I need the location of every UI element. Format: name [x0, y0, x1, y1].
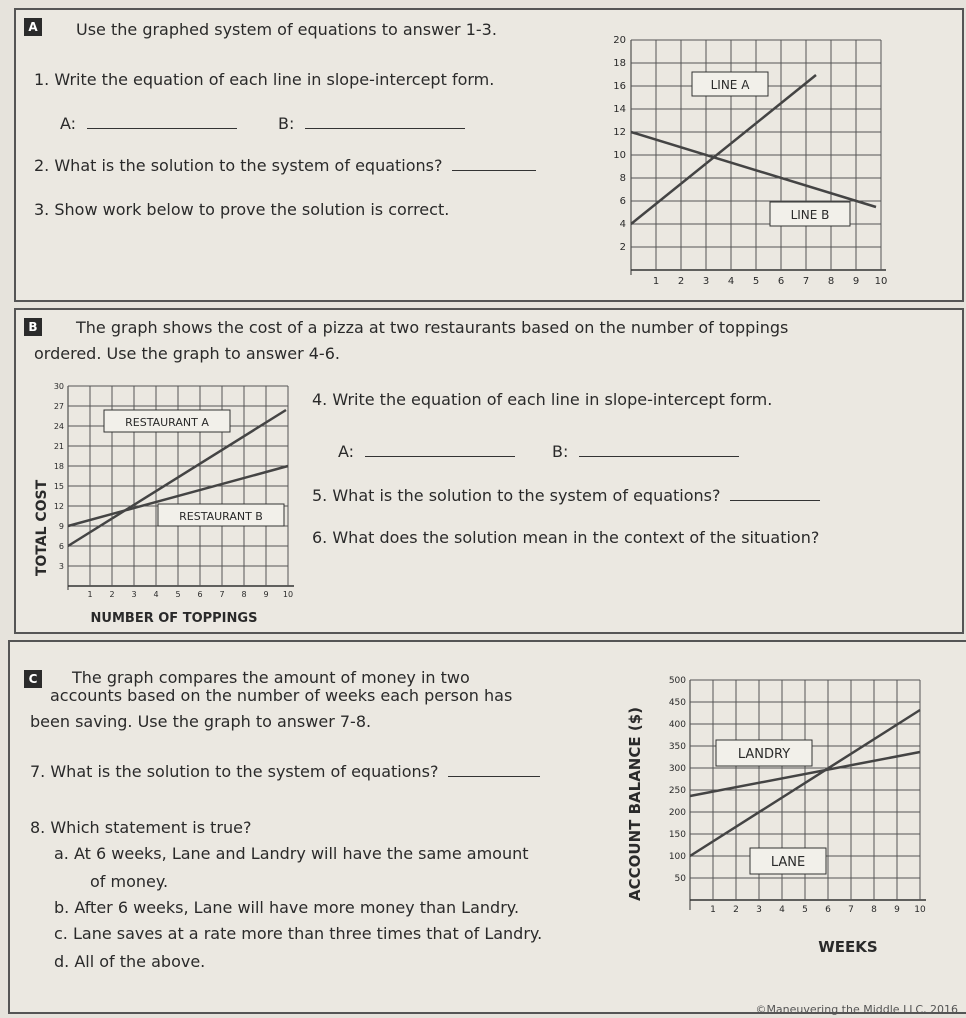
graph-c-x-label: WEEKS — [818, 938, 878, 956]
graph-b-restaurant-a-label: RESTAURANT A — [125, 416, 209, 429]
section-c-instructions-line1: The graph compares the amount of money in two — [72, 668, 470, 687]
graph-b-restaurant-b-label: RESTAURANT B — [179, 510, 263, 523]
question-5-text: 5. What is the solution to the system of equations? — [312, 486, 721, 505]
section-b-instructions-line2: ordered. Use the graph to answer 4-6. — [34, 344, 340, 363]
section-a-badge: A — [24, 18, 42, 36]
graph-a-y-tick: 14 — [613, 104, 626, 115]
graph-c-x-tick: 5 — [802, 905, 808, 915]
q1-b-label-text: B: — [278, 114, 295, 133]
graph-c-x-tick: 2 — [733, 905, 739, 915]
graph-c-x-tick: 1 — [710, 905, 716, 915]
question-6: 6. What does the solution mean in the context of the situation? — [312, 528, 820, 547]
graph-b-x-tick: 8 — [241, 590, 247, 599]
graph-a-x-tick: 10 — [874, 276, 888, 287]
graph-c-x-tick: 9 — [894, 905, 900, 915]
section-b — [14, 308, 964, 634]
graph-b-x-tick: 3 — [131, 590, 137, 599]
graph-c-x-tick: 8 — [871, 905, 877, 915]
graph-c-x-tick: 6 — [825, 905, 831, 915]
graph-a-x-tick: 9 — [852, 276, 860, 287]
graph-c — [620, 666, 940, 986]
graph-b — [24, 376, 314, 630]
q4-b-label — [552, 442, 739, 461]
graph-c-y-tick: 100 — [668, 852, 686, 862]
question-2 — [34, 156, 536, 175]
graph-b-y-tick: 27 — [53, 402, 64, 411]
graph-c-landry-label: LANDRY — [737, 747, 791, 762]
q1-a-label-text: A: — [60, 114, 77, 133]
section-b-badge: B — [24, 318, 42, 336]
question-7 — [30, 762, 540, 781]
q8-option-a-line1[interactable]: a. At 6 weeks, Lane and Landry will have the same amount — [54, 844, 529, 863]
graph-b-y-tick: 30 — [53, 382, 64, 391]
graph-c-y-tick: 350 — [668, 742, 686, 752]
section-c-badge: C — [24, 670, 42, 688]
graph-b-x-label: NUMBER OF TOPPINGS — [90, 611, 258, 626]
section-c-instructions-line3: been saving. Use the graph to answer 7-8. — [30, 712, 372, 731]
q1-b-answer-blank[interactable] — [305, 128, 465, 129]
q8-option-a-line2: of money. — [90, 872, 169, 891]
graph-a-y-tick: 20 — [613, 35, 626, 46]
q1-b-label — [278, 114, 465, 133]
section-a-instructions: Use the graphed system of equations to answer 1-3. — [76, 20, 497, 39]
q1-a-answer-blank[interactable] — [87, 128, 237, 129]
graph-c-x-tick: 4 — [779, 905, 785, 915]
graph-c-lane-label: LANE — [770, 855, 806, 870]
graph-b-x-tick: 1 — [87, 590, 93, 599]
graph-a-x-tick: 1 — [652, 276, 660, 287]
graph-c-y-tick: 200 — [668, 808, 686, 818]
graph-b-y-tick: 12 — [53, 502, 64, 511]
graph-b-x-tick: 4 — [153, 590, 159, 599]
section-a — [14, 8, 964, 302]
graph-a-x-tick: 3 — [702, 276, 710, 287]
question-1: 1. Write the equation of each line in slope-intercept form. — [34, 70, 495, 89]
q4-a-answer-blank[interactable] — [365, 456, 515, 457]
copyright-footer: ©Maneuvering the Middle LLC, 2016 — [755, 1003, 958, 1016]
graph-c-y-tick: 500 — [668, 676, 686, 686]
graph-b-y-label: TOTAL COST — [34, 479, 50, 577]
q4-b-label-text: B: — [552, 442, 569, 461]
graph-c-y-tick: 450 — [668, 698, 686, 708]
graph-b-x-tick: 9 — [263, 590, 269, 599]
graph-a-line-b-label: LINE B — [790, 208, 830, 222]
graph-b-x-tick: 5 — [175, 590, 181, 599]
graph-c-x-tick: 7 — [848, 905, 854, 915]
graph-b-y-tick: 18 — [53, 462, 64, 471]
question-5 — [312, 486, 820, 505]
graph-c-y-tick: 150 — [668, 830, 686, 840]
q5-answer-blank[interactable] — [730, 500, 820, 501]
graph-b-x-tick: 10 — [282, 590, 294, 599]
graph-a-y-tick: 16 — [613, 81, 626, 92]
graph-a-y-tick: 8 — [619, 173, 626, 184]
graph-c-grid — [690, 680, 926, 910]
question-4: 4. Write the equation of each line in slope-intercept form. — [312, 390, 773, 409]
graph-c-x-tick: 3 — [756, 905, 762, 915]
graph-b-x-tick: 6 — [197, 590, 203, 599]
graph-c-y-label: ACCOUNT BALANCE ($) — [626, 707, 644, 901]
section-c-instructions-line2: accounts based on the number of weeks each person has — [50, 686, 513, 705]
graph-b-y-tick: 9 — [58, 522, 64, 531]
graph-a-x-tick: 6 — [777, 276, 785, 287]
q8-option-d[interactable]: d. All of the above. — [54, 952, 206, 971]
question-7-text: 7. What is the solution to the system of equations? — [30, 762, 439, 781]
graph-a-x-tick: 7 — [802, 276, 810, 287]
q7-answer-blank[interactable] — [448, 776, 540, 777]
graph-b-x-tick: 7 — [219, 590, 225, 599]
graph-b-y-tick: 21 — [53, 442, 64, 451]
graph-c-y-tick: 300 — [668, 764, 686, 774]
question-2-text: 2. What is the solution to the system of equations? — [34, 156, 443, 175]
graph-a-y-tick: 12 — [613, 127, 626, 138]
graph-a-x-tick: 2 — [677, 276, 685, 287]
section-c — [8, 640, 966, 1014]
question-3: 3. Show work below to prove the solution is correct. — [34, 200, 450, 219]
graph-a-y-tick: 18 — [613, 58, 626, 69]
q4-b-answer-blank[interactable] — [579, 456, 739, 457]
section-b-instructions-line1: The graph shows the cost of a pizza at two restaurants based on the number of toppings — [76, 318, 789, 337]
question-8: 8. Which statement is true? — [30, 818, 252, 837]
q4-a-label — [338, 442, 515, 461]
graph-b-y-tick: 3 — [58, 562, 64, 571]
graph-a-y-tick: 2 — [619, 242, 626, 253]
graph-c-x-tick: 10 — [914, 905, 926, 915]
graph-b-y-tick: 24 — [53, 422, 64, 431]
q1-a-label — [60, 114, 237, 133]
graph-a-x-tick: 4 — [727, 276, 735, 287]
graph-b-y-tick: 6 — [58, 542, 64, 551]
graph-c-y-tick: 50 — [674, 874, 686, 884]
q2-answer-blank[interactable] — [452, 170, 536, 171]
graph-b-y-tick: 15 — [53, 482, 64, 491]
graph-a-y-tick: 4 — [619, 219, 626, 230]
graph-b-x-tick: 2 — [109, 590, 115, 599]
graph-a-x-tick: 8 — [827, 276, 835, 287]
graph-a-y-tick: 10 — [613, 150, 626, 161]
q8-option-c[interactable]: c. Lane saves at a rate more than three times that of Landry. — [54, 924, 543, 943]
graph-a-line-a-label: LINE A — [710, 78, 750, 92]
graph-c-y-tick: 400 — [668, 720, 686, 730]
graph-a — [606, 20, 906, 290]
q8-option-b[interactable]: b. After 6 weeks, Lane will have more money than Landry. — [54, 898, 520, 917]
graph-c-y-tick: 250 — [668, 786, 686, 796]
graph-a-y-tick: 6 — [619, 196, 626, 207]
q4-a-label-text: A: — [338, 442, 355, 461]
graph-a-x-tick: 5 — [752, 276, 760, 287]
